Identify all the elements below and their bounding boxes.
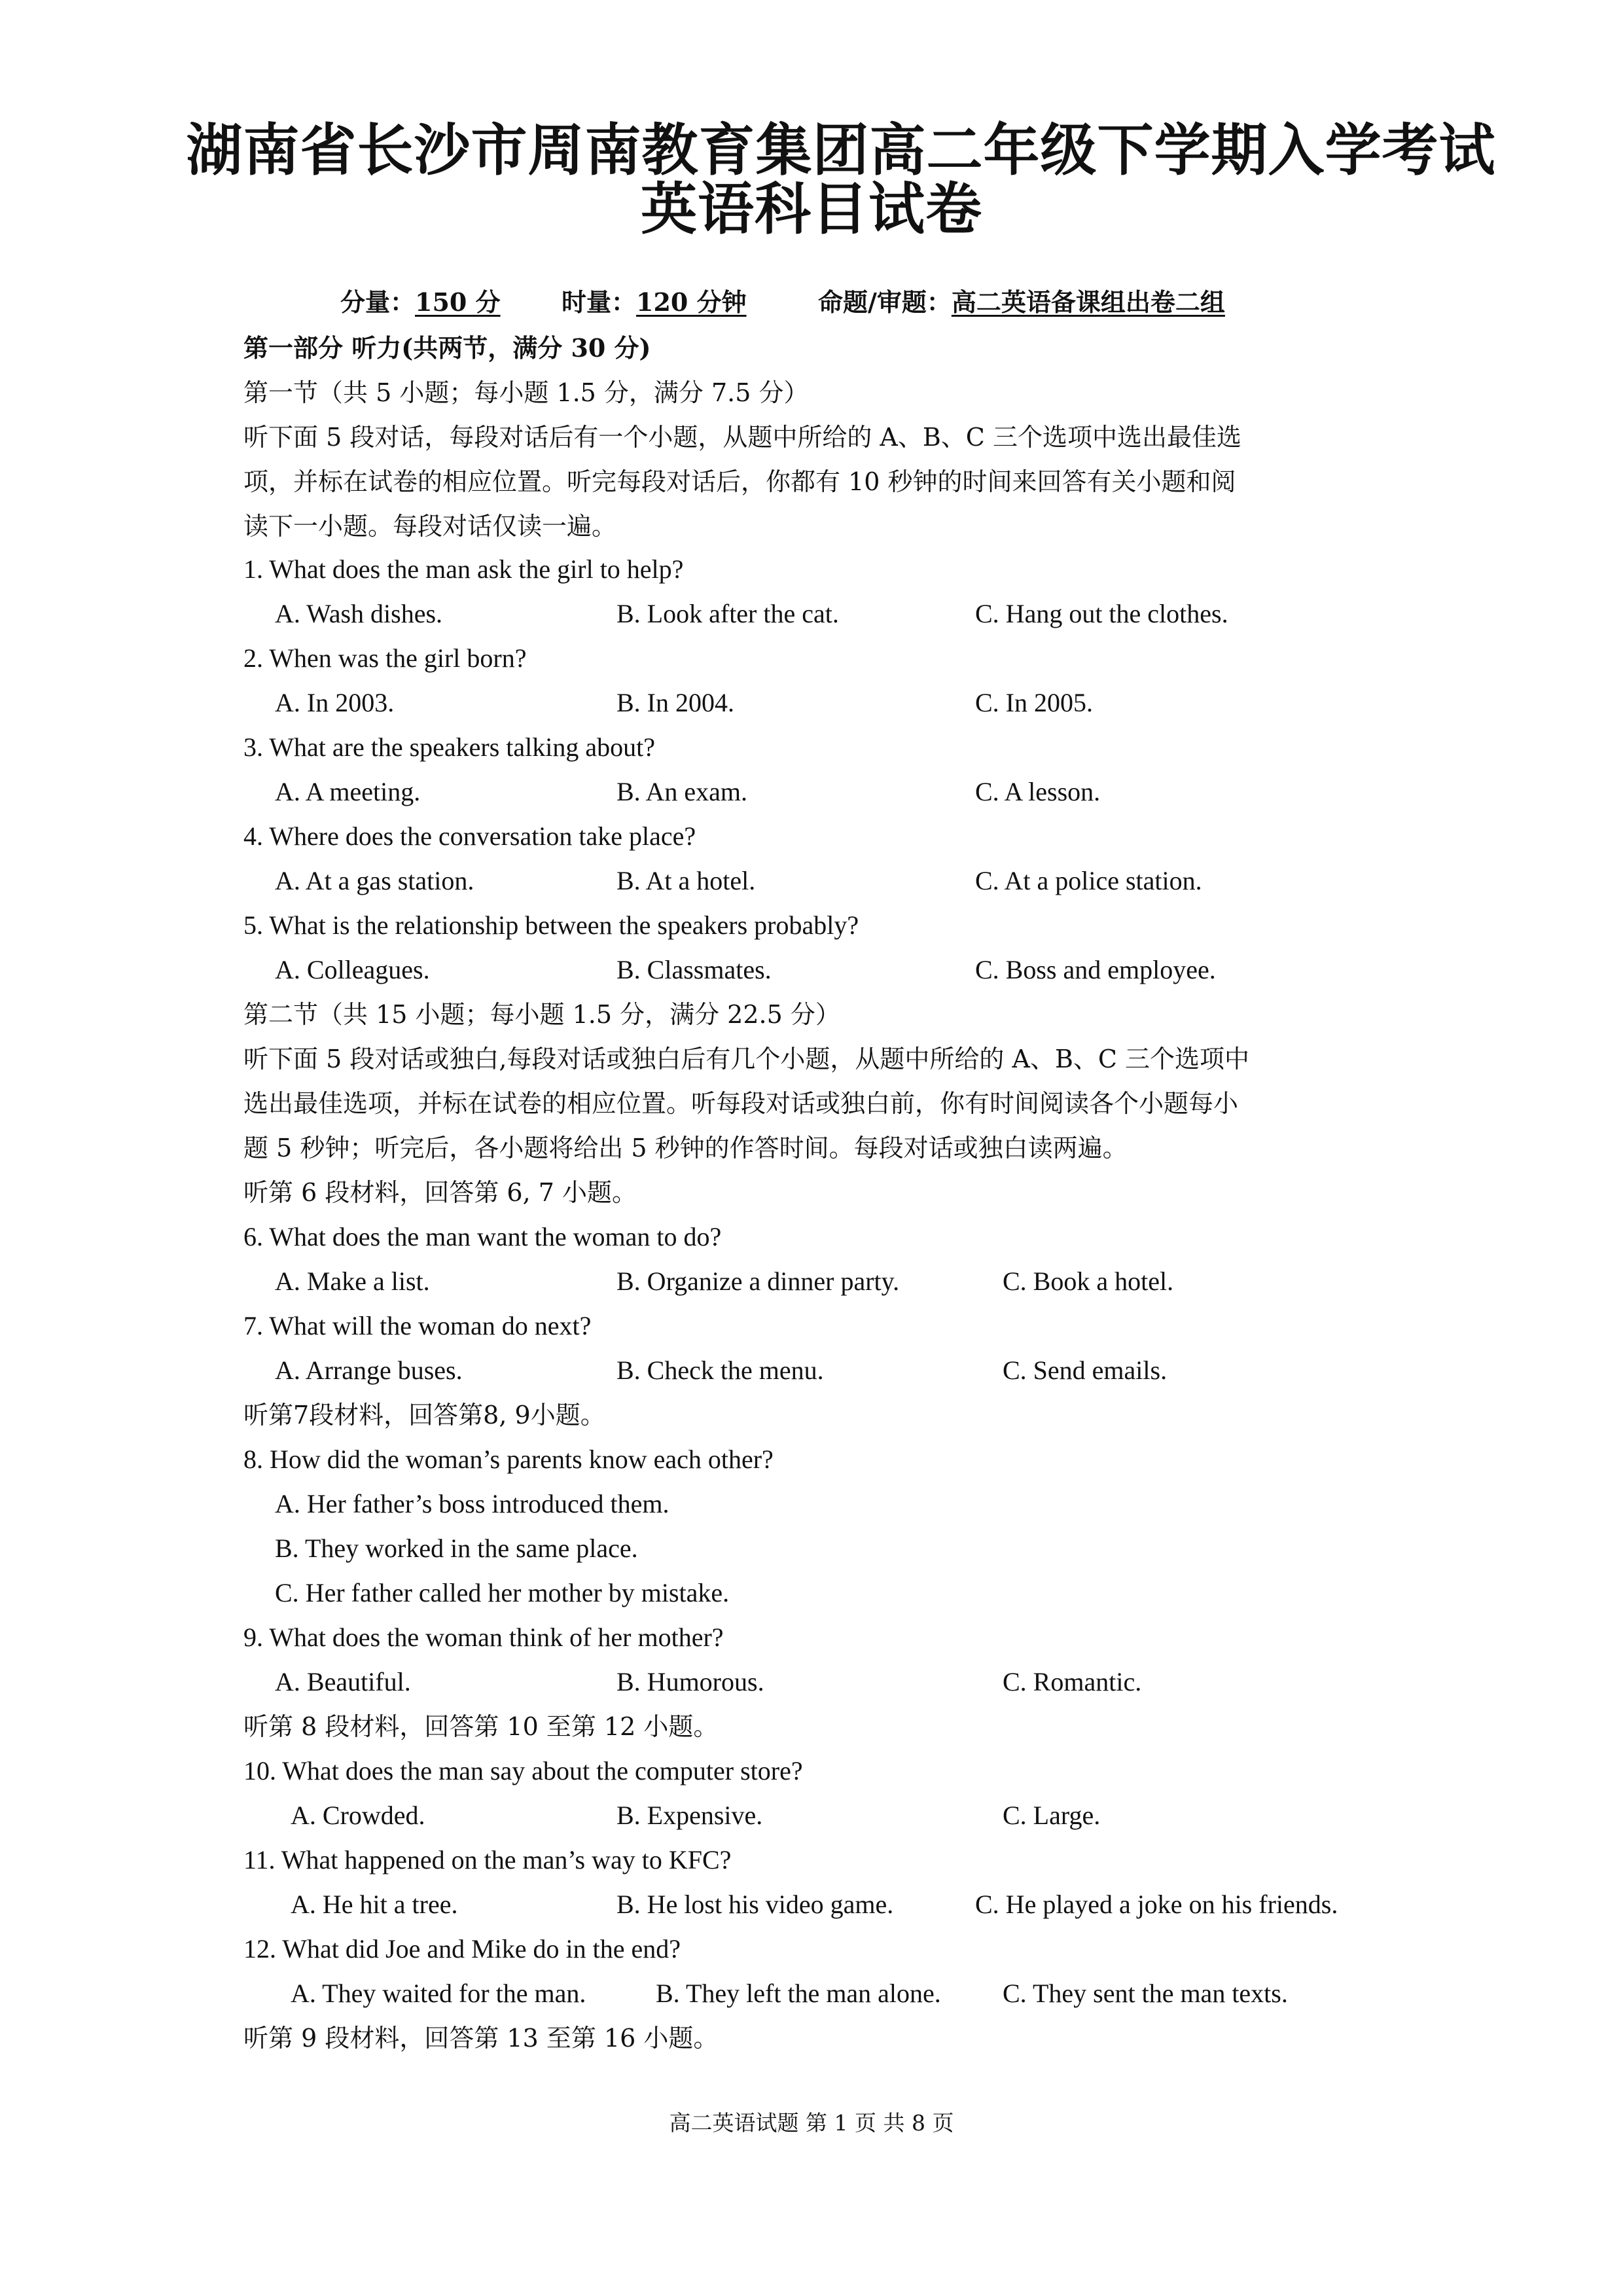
score-field <box>340 285 501 319</box>
question-stem: 4. Where does the conversation take place? <box>243 821 696 851</box>
option-a: A. They waited for the man. <box>291 1979 586 2008</box>
question-stem: 5. What is the relationship between the speakers probably? <box>243 910 859 940</box>
exam-title-line1: 湖南省长沙市周南教育集团高二年级下学期入学考试 <box>186 117 1496 183</box>
part1-heading: 第一部分 听力(共两节，满分 30 分) <box>243 333 651 363</box>
option-c: C. They sent the man texts. <box>1003 1979 1288 2008</box>
time-field <box>562 285 747 319</box>
exam-title-line2: 英语科目试卷 <box>641 176 982 242</box>
option-a: A. A meeting. <box>275 777 421 806</box>
option-a: A. In 2003. <box>275 688 395 717</box>
author-label: 命题/审题： <box>818 287 952 317</box>
section2-heading: 第二节（共 15 小题；每小题 1.5 分，满分 22.5 分） <box>243 1000 840 1029</box>
option-a: A. Beautiful. <box>275 1667 411 1696</box>
option-c: C. Book a hotel. <box>1003 1266 1174 1296</box>
option-c: C. Send emails. <box>1003 1355 1168 1385</box>
option-b: B. Look after the cat. <box>616 599 839 628</box>
time-value: 120 分钟 <box>636 287 747 317</box>
material-heading: 听第 6 段材料，回答第 6, 7 小题。 <box>243 1178 637 1207</box>
option-b: B. Organize a dinner party. <box>616 1266 900 1296</box>
section2-instruction-line: 听下面 5 段对话或独白,每段对话或独白后有几个小题，从题中所给的 A、B、C 三个选项中 <box>243 1045 1250 1073</box>
option-b: B. Humorous. <box>616 1667 764 1696</box>
option-c: C. In 2005. <box>975 688 1093 717</box>
option-a: A. Her father’s boss introduced them. <box>275 1489 669 1518</box>
author-field <box>818 285 1225 319</box>
option-c: C. At a police station. <box>975 866 1202 895</box>
score-value: 150 分 <box>415 287 501 317</box>
question-stem: 6. What does the man want the woman to do? <box>243 1222 722 1251</box>
option-b: B. At a hotel. <box>616 866 756 895</box>
question-stem: 8. How did the woman’s parents know each other? <box>243 1444 774 1474</box>
option-a: A. Crowded. <box>291 1801 425 1830</box>
option-c: C. Hang out the clothes. <box>975 599 1228 628</box>
section1-heading: 第一节（共 5 小题；每小题 1.5 分，满分 7.5 分） <box>243 378 809 407</box>
question-stem: 3. What are the speakers talking about? <box>243 732 656 762</box>
section1-instruction-line: 听下面 5 段对话，每段对话后有一个小题，从题中所给的 A、B、C 三个选项中选出最佳选 <box>243 423 1241 452</box>
option-a: A. Arrange buses. <box>275 1355 463 1385</box>
question-stem: 12. What did Joe and Mike do in the end? <box>243 1934 681 1964</box>
question-stem: 7. What will the woman do next? <box>243 1311 592 1340</box>
option-b: B. He lost his video game. <box>616 1890 894 1919</box>
option-a: A. Wash dishes. <box>275 599 443 628</box>
option-a: A. He hit a tree. <box>291 1890 458 1919</box>
material-heading: 听第 9 段材料，回答第 13 至第 16 小题。 <box>243 2024 719 2053</box>
option-b: B. Expensive. <box>616 1801 763 1830</box>
section2-instruction-line: 选出最佳选项，并标在试卷的相应位置。听每段对话或独白前，你有时间阅读各个小题每小 <box>243 1089 1239 1118</box>
option-b: B. They worked in the same place. <box>275 1534 638 1563</box>
option-b: B. Check the menu. <box>616 1355 824 1385</box>
option-c: C. Romantic. <box>1003 1667 1142 1696</box>
option-a: A. Colleagues. <box>275 955 430 984</box>
option-c: C. Boss and employee. <box>975 955 1216 984</box>
section2-instruction-line: 题 5 秒钟；听完后，各小题将给出 5 秒钟的作答时间。每段对话或独白读两遍。 <box>243 1134 1128 1162</box>
option-a: A. At a gas station. <box>275 866 474 895</box>
section1-instruction-line: 读下一小题。每段对话仅读一遍。 <box>243 512 617 541</box>
option-c: C. Large. <box>1003 1801 1101 1830</box>
option-a: A. Make a list. <box>275 1266 430 1296</box>
question-stem: 1. What does the man ask the girl to help? <box>243 554 684 584</box>
option-c: C. He played a joke on his friends. <box>975 1890 1338 1919</box>
score-label: 分量： <box>340 287 416 317</box>
question-stem: 10. What does the man say about the computer store? <box>243 1756 803 1785</box>
option-c: C. Her father called her mother by mistake. <box>275 1578 730 1607</box>
question-stem: 9. What does the woman think of her mother? <box>243 1623 724 1652</box>
author-value: 高二英语备课组出卷二组 <box>951 287 1225 317</box>
material-heading: 听第 8 段材料，回答第 10 至第 12 小题。 <box>243 1712 719 1741</box>
question-stem: 2. When was the girl born? <box>243 643 527 673</box>
question-stem: 11. What happened on the man’s way to KFC? <box>243 1845 732 1874</box>
material-heading: 听第7段材料，回答第8, 9小题。 <box>243 1401 605 1429</box>
option-c: C. A lesson. <box>975 777 1101 806</box>
option-b: B. Classmates. <box>616 955 772 984</box>
option-b: B. An exam. <box>616 777 747 806</box>
option-b: B. They left the man alone. <box>656 1979 941 2008</box>
section1-instruction-line: 项，并标在试卷的相应位置。听完每段对话后，你都有 10 秒钟的时间来回答有关小题和阅 <box>243 467 1236 496</box>
time-label: 时量： <box>562 287 637 317</box>
page-footer: 高二英语试题 第 1 页 共 8 页 <box>669 2110 954 2136</box>
option-b: B. In 2004. <box>616 688 734 717</box>
